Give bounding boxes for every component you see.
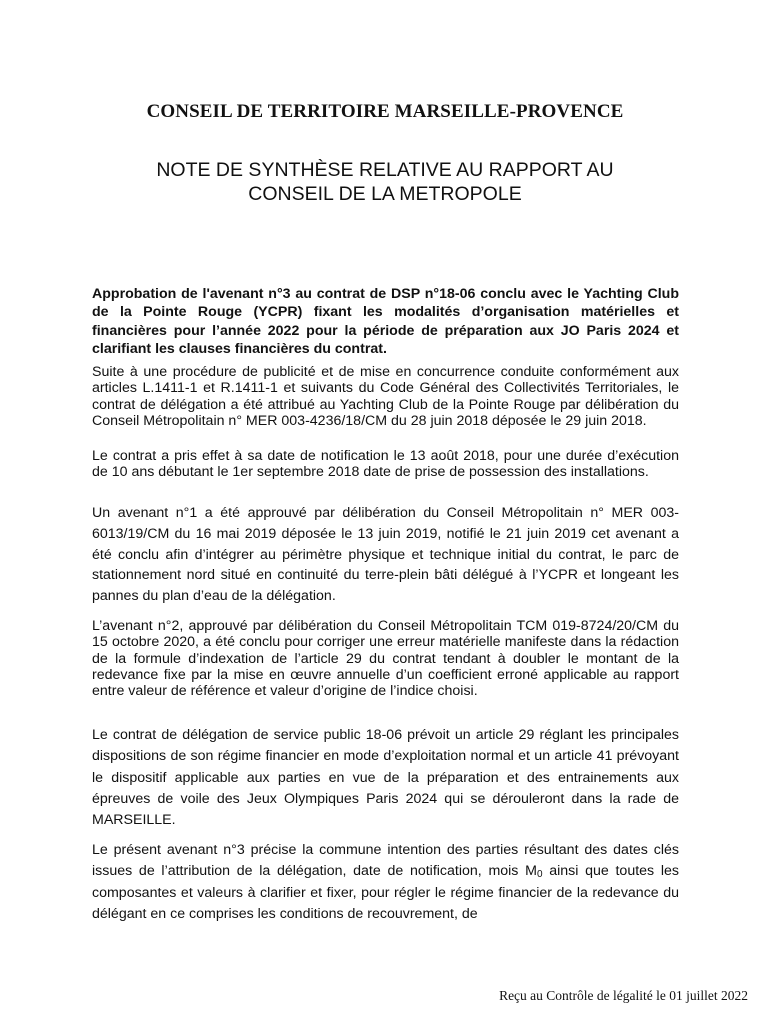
note-title-line-1: NOTE DE SYNTHÈSE RELATIVE AU RAPPORT AU [156,159,614,181]
subject-heading [92,285,679,358]
paragraph-2 [92,448,679,481]
paragraph-3-text: Un avenant n°1 a été approuvé par délibération du Conseil Métropolitain n° MER 003-6013/19/CM du 16 mai 2019 déposée le 13 juin 2019, notifié le 21 juin 2019 cet avenant a été conclu afin d’intégrer au périmètre physique et technique initial du contrat, le parc de stationnement nord situé en continuité du terre-plein bâti délégué à l’YCPR et longeant les pannes du plan d’eau de la délégation. [92,505,679,605]
paragraph-6 [92,840,679,925]
paragraph-2-text: Le contrat a pris effet à sa date de notification le 13 août 2018, pour une durée d’exécution de 10 ans débutant le 1er septembre 2018 date de prise de possession des installations. [92,448,679,481]
paragraph-1 [92,364,679,429]
paragraph-5 [92,725,679,831]
note-title [0,158,770,206]
paragraph-5-text: Le contrat de délégation de service public 18-06 prévoit un article 29 réglant les principales dispositions de son régime financier en mode d’exploitation normal et un article 41 prévoyant le dispositif applicable aux parties en vue de la préparation et des entrainements aux épreuves de voile des Jeux Olympiques Paris 2024 qui se dérouleront dans la rade de MARSEILLE. [92,727,679,829]
paragraph-6-part-2: ainsi que toutes les composantes et valeurs à clarifier et fixer, pour régler le régime financier de la redevance du délégant en ce comprises les conditions de recouvrement, de [92,863,679,922]
month-zero-subscript: 0 [536,869,543,881]
paragraph-1-text: Suite à une procédure de publicité et de mise en concurrence conduite conformément aux articles L.1411-1 et R.1411-1 et suivants du Code Général des Collectivités Territoriales, le contrat de délégation a été attribué au Yachting Club de la Pointe Rouge par délibération du Conseil Métropolitain n° MER 003-4236/18/CM du 28 juin 2018 déposée le 29 juin 2018. [92,364,679,429]
note-title-line-2: CONSEIL DE LA METROPOLE [248,183,522,205]
paragraph-3 [92,503,679,607]
council-title: CONSEIL DE TERRITOIRE MARSEILLE-PROVENCE [146,101,624,122]
paragraph-4-text: L’avenant n°2, approuvé par délibération du Conseil Métropolitain TCM 019-8724/20/CM du 15 octobre 2020, a été conclu pour corriger une erreur matérielle manifeste dans la rédaction de la formule d’indexation de l’article 29 du contrat tendant à doubler le montant de la redevance fixe par la mise en œuvre annuelle d’un coefficient erroné applicable au rapport entre valeur de référence et valeur d’origine de l’indice choisi. [92,618,679,700]
paragraph-6-text [92,840,679,925]
paragraph-6-part-1: Le présent avenant n°3 précise la commune intention des parties résultant des dates clés issues de l’attribution de la délégation, date de notification, mois M [92,842,679,880]
legality-stamp: Reçu au Contrôle de légalité le 01 juillet 2022 [499,988,748,1003]
subject-text: Approbation de l'avenant n°3 au contrat de DSP n°18-06 conclu avec le Yachting Club de la Pointe Rouge (YCPR) fixant les modalités d’organisation matérielles et financières pour l’année 2022 pour la période de préparation aux JO Paris 2024 et clarifiant les clauses financières du contrat. [92,286,679,357]
paragraph-4 [92,618,679,699]
